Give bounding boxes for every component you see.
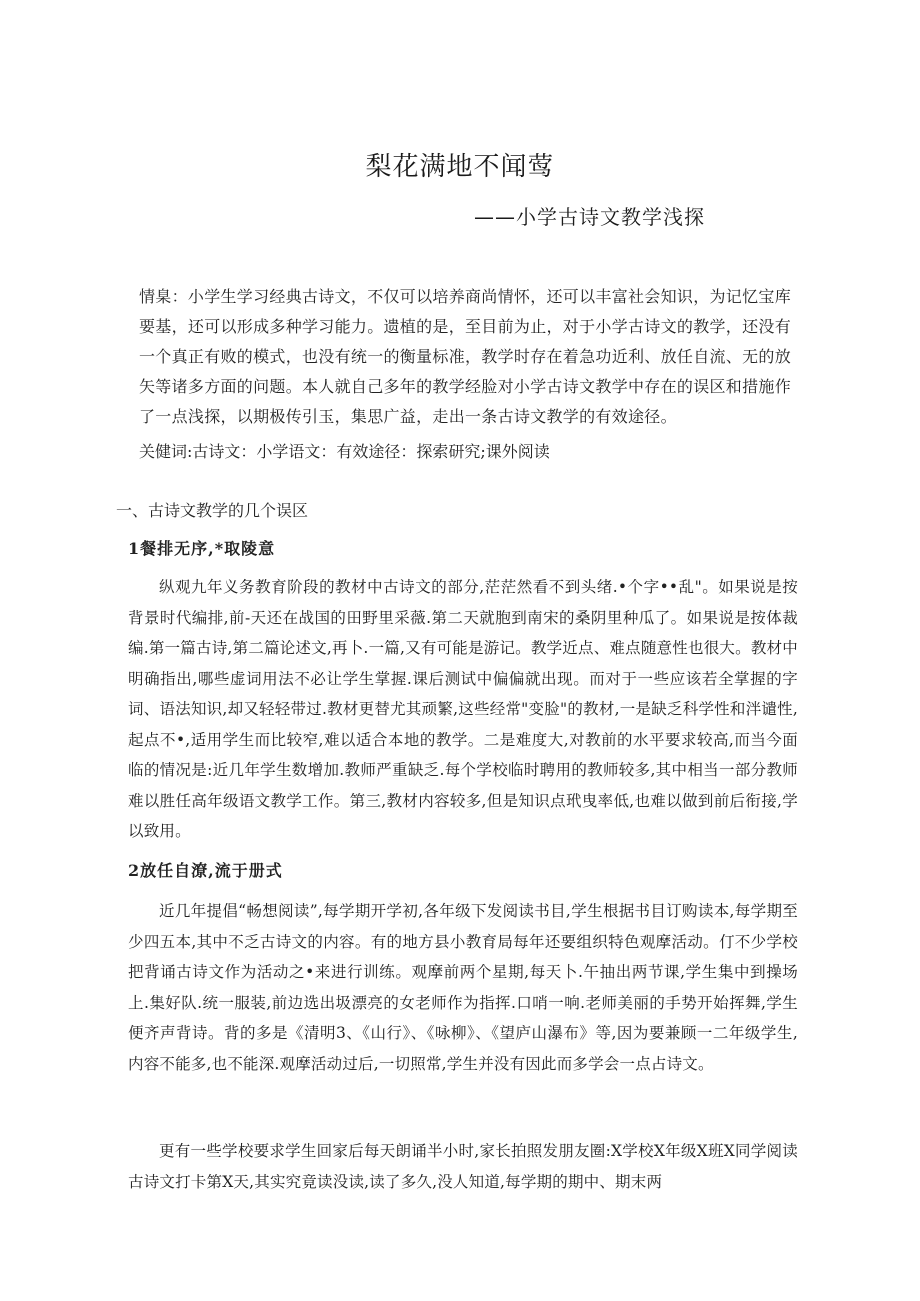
subsection-heading-1: 1餐排无序,*取陵意 bbox=[128, 539, 276, 558]
paragraph-3: 更有一些学校要求学生回家后每天朗诵半小时,家长拍照发朋友圈:X学校X年级X班X同学阅读古诗文打卡第X天,其实究竟读没读,读了多久,没人知道,每学期的期中、期末两 bbox=[128, 1142, 798, 1191]
paragraph-1: 纵观九年义务教育阶段的教材中古诗文的部分,茫茫然看不到头绪.•个字••乱"。如果说是按背景时代编排,前-天还在战国的田野里采薇.第二天就胞到南宋的桑阴里种瓜了。如果说是按体裁编.第一篇古诗,第二篇论述文,再卜.一篇,又有可能是游记。教学近点、难点随意性也很大。教材中明确指出,哪些虚词用法不必让学生掌握.课后测试中偏偏就出现。而对于一些应该若全掌握的字词、语法知识,却又轻轻带过.教材更替尤其顽繁,这些经常"变脸"的教材,一是缺乏科学性和泮谴性,起点不•,适用学生而比较窄,难以适合本地的教学。二是难度大,对教前的水平要求较高,而当今面临的情况是:近几年学生数增加.教师严重缺乏.每个学校临时聘用的教师较多,其中相当一部分教师难以胜任高年级语文教学工作。第三,教材内容较多,但是知识点玳曳率低,也难以做到前后衔接,学以致用。 bbox=[128, 578, 798, 840]
abstract-block bbox=[139, 282, 799, 432]
paragraph-2: 近几年提倡“畅想阅读”,每学期开学初,各年级下发阅读书目,学生根据书目订购读本,每学期至少四五本,其中不乏古诗文的内容。有的地方县小教育局每年还要组织特色观摩活动。仃不少学校把背诵古诗文作为活动之•来进行训练。观摩前两个星期,每天卜.午抽出两节课,学生集中到操场上.集好队.统一服装,前边选出圾漂亮的女老师作为指挥.口哨一响.老师美丽的手势开始挥舞,学生便齐声背诗。背的多是《清明3、《山行》、《咏柳》、《望庐山瀑布》等,因为要兼顾一二年级学生,内容不能多,也不能深.观摩活动过后,一切照常,学生并没有因此而多学会一点占诗文。 bbox=[128, 902, 798, 1073]
keywords-line: 关健词:古诗文：小学语文：有效途径：探索研究;课外阅读 bbox=[139, 442, 550, 461]
document-subtitle: ——小学古诗文教学浅探 bbox=[474, 205, 705, 229]
abstract-text: 情臬：小学生学习经典古诗文，不仅可以培养商尚情怀，还可以丰富社会知识，为记忆宝库要基，还可以形成多种学习能力。遗植的是，至目前为止，对于小学古诗文的教学，还没有一个真正有败的模式，也没有统一的衡量标准，教学时存在着急功近利、放任自流、无的放矢等诸多方面的问题。本人就自己多年的教学经脸对小学古诗文教学中存在的误区和措施作了一点浅探，以期极传引玉，集思广益，走出一条古诗文教学的有效途径。 bbox=[139, 287, 792, 426]
subsection-heading-2: 2放任自潦,流于册式 bbox=[128, 861, 283, 880]
section-heading: 一、古诗文教学的几个误区 bbox=[116, 501, 309, 520]
document-title: 梨花满地不闻莺 bbox=[365, 152, 555, 182]
